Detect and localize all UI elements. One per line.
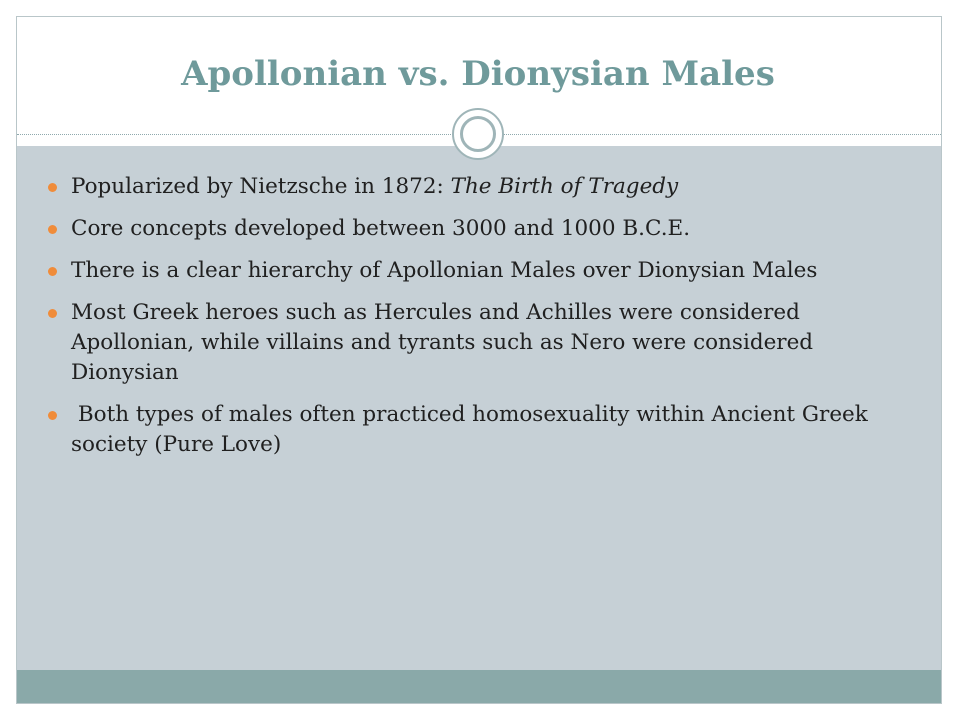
ring-icon — [452, 108, 504, 160]
bullet-list — [48, 172, 908, 472]
footer-bar — [17, 670, 941, 703]
bullet-dot-icon — [48, 225, 57, 234]
bullet-text: Core concepts developed between 3000 and 1000 B.C.E. — [71, 216, 691, 241]
bullet-text: Both types of males often practiced homosexuality within Ancient Greek society (Pure Love) — [71, 402, 875, 457]
slide-title: Apollonian vs. Dionysian Males — [181, 54, 775, 94]
bullet-text-regular: Popularized by Nietzsche in 1872: — [71, 174, 451, 199]
bullet-dot-icon — [48, 183, 57, 192]
bullet-text: There is a clear hierarchy of Apollonian Males over Dionysian Males — [71, 258, 818, 283]
bullet-item — [48, 298, 908, 388]
bullet-item — [48, 256, 908, 286]
bullet-item — [48, 172, 908, 202]
bullet-text — [71, 174, 678, 199]
bullet-dot-icon — [48, 309, 57, 318]
bullet-text: Most Greek heroes such as Hercules and Achilles were considered Apollonian, while villains and tyrants such as Nero were considered Dionysian — [71, 300, 814, 385]
bullet-dot-icon — [48, 411, 57, 420]
bullet-item — [48, 214, 908, 244]
ring-inner-circle — [460, 116, 496, 152]
bullet-item — [48, 400, 908, 460]
book-title: The Birth of Tragedy — [450, 174, 679, 199]
bullet-dot-icon — [48, 267, 57, 276]
